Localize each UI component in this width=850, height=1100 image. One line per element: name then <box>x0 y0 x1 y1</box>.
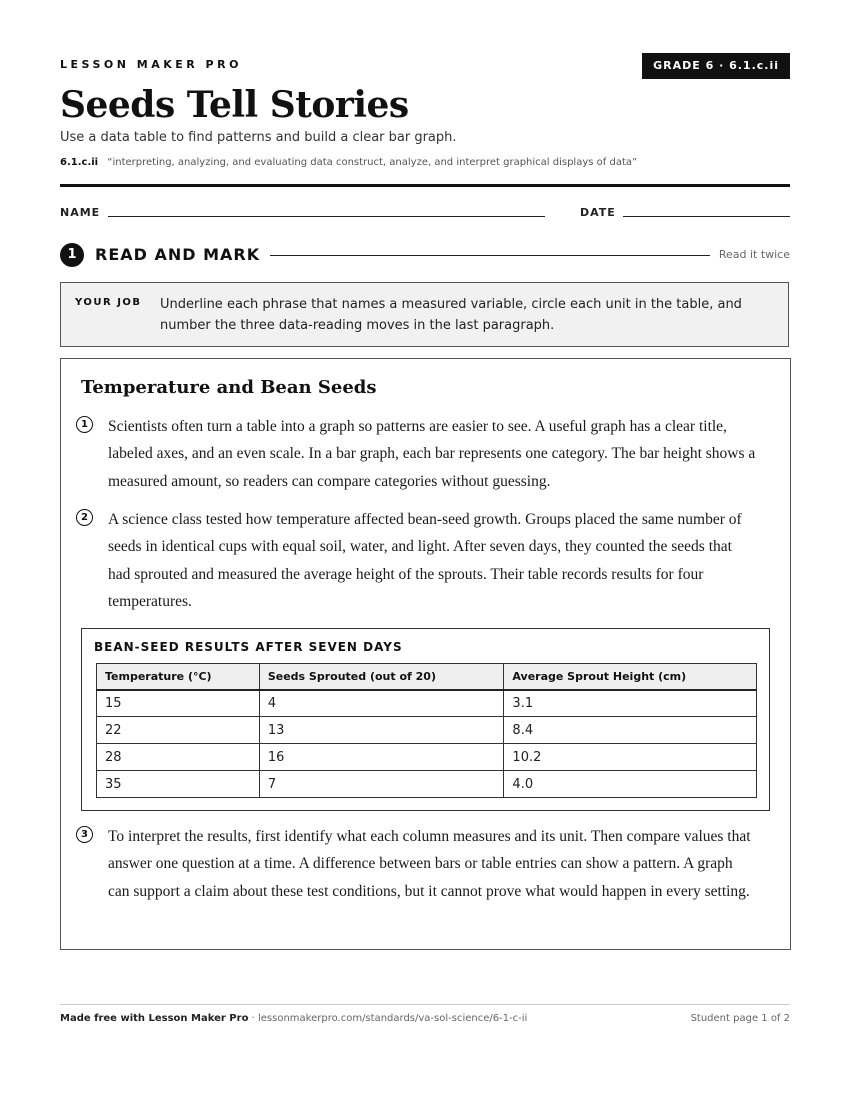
header-divider <box>60 184 790 187</box>
footer-made-by: Made free with Lesson Maker Pro <box>60 1013 249 1024</box>
table-cell: 4.0 <box>504 771 757 798</box>
table-cell: 16 <box>259 744 504 771</box>
table-cell: 28 <box>97 744 260 771</box>
section-number-badge: 1 <box>60 243 84 267</box>
paragraph-3: To interpret the results, first identify what each column measures and its unit. Then compare values that answer one question at a time. A difference between bars or table entries can show a pattern. A graph can support a claim about these test conditions, but it cannot prove what would happen in every setting. <box>108 828 751 900</box>
table-cell: 7 <box>259 771 504 798</box>
footer-url: · lessonmakerpro.com/standards/va-sol-science/6-1-c-ii <box>248 1013 528 1024</box>
footer-divider <box>60 1004 790 1005</box>
section-hint: Read it twice <box>718 248 790 261</box>
table-row <box>97 771 757 798</box>
paragraph-number-2: 2 <box>76 509 93 526</box>
passage-box <box>60 358 791 950</box>
section-title: READ AND MARK <box>95 245 261 264</box>
date-field[interactable] <box>623 216 790 217</box>
date-label: DATE <box>580 206 616 219</box>
table-cell: 10.2 <box>504 744 757 771</box>
name-label: NAME <box>60 206 101 219</box>
section-divider <box>270 255 710 256</box>
page-subtitle: Use a data table to find patterns and build a clear bar graph. <box>60 130 457 145</box>
table-cell: 15 <box>97 690 260 717</box>
table-row <box>97 717 757 744</box>
passage-title: Temperature and Bean Seeds <box>81 377 377 398</box>
paragraph-number-3: 3 <box>76 826 93 843</box>
data-table <box>96 663 757 798</box>
paragraph-1: Scientists often turn a table into a graph so patterns are easier to see. A useful graph has a clear title, labeled axes, and an even scale. In a bar graph, each bar represents one category. The bar height shows a measured amount, so readers can compare categories without guessing. <box>108 418 756 490</box>
table-cell: 4 <box>259 690 504 717</box>
grade-badge: GRADE 6 · 6.1.c.ii <box>642 53 790 79</box>
standard-line <box>60 157 637 168</box>
table-cell: 8.4 <box>504 717 757 744</box>
table-title: BEAN-SEED RESULTS AFTER SEVEN DAYS <box>94 640 403 654</box>
job-text: Underline each phrase that names a measured variable, circle each unit in the table, and number the three data-reading moves in the last paragraph. <box>160 297 742 333</box>
paragraph-2: A science class tested how temperature affected bean-seed growth. Groups placed the same number of seeds in identical cups with equal soil, water, and light. After seven days, they counted the seeds that had sprouted and measured the average height of the sprouts. Their table records results for four temperatures. <box>108 511 742 610</box>
standard-code: 6.1.c.ii <box>60 157 99 168</box>
table-cell: 35 <box>97 771 260 798</box>
footer-credit <box>60 1013 527 1024</box>
table-row <box>97 744 757 771</box>
brand-name: LESSON MAKER PRO <box>60 58 242 71</box>
table-row <box>97 690 757 717</box>
paragraph-number-1: 1 <box>76 416 93 433</box>
table-header-row <box>97 664 757 690</box>
name-field[interactable] <box>108 216 545 217</box>
table-cell: 13 <box>259 717 504 744</box>
job-box <box>60 282 789 347</box>
standard-text: “interpreting, analyzing, and evaluating data construct, analyze, and interpret graphical displays of data” <box>107 157 638 168</box>
column-header: Average Sprout Height (cm) <box>504 664 757 690</box>
page-title: Seeds Tell Stories <box>60 84 409 126</box>
column-header: Seeds Sprouted (out of 20) <box>259 664 504 690</box>
footer-page-number: Student page 1 of 2 <box>690 1013 790 1024</box>
table-cell: 22 <box>97 717 260 744</box>
table-cell: 3.1 <box>504 690 757 717</box>
job-label: YOUR JOB <box>75 297 142 308</box>
column-header: Temperature (°C) <box>97 664 260 690</box>
data-table-box <box>81 628 770 811</box>
